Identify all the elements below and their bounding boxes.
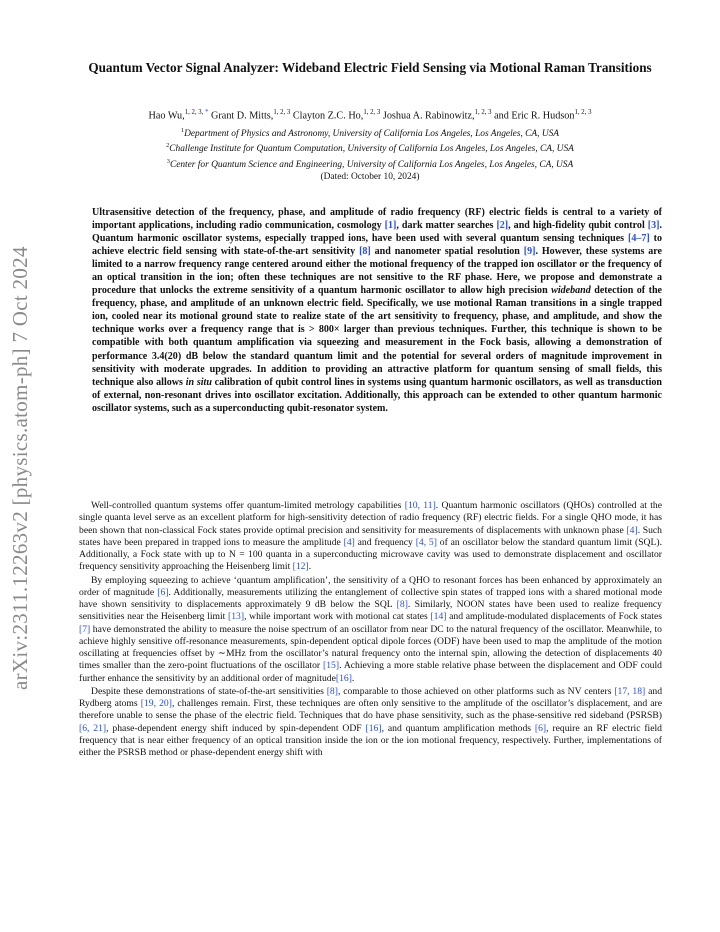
author-name: Joshua A. Rabinowitz,	[380, 110, 475, 122]
citation-link[interactable]: [3]	[647, 220, 660, 232]
affiliation-marker: 1, 2, 3	[474, 109, 492, 116]
citation-link[interactable]: [16]	[335, 672, 352, 684]
citation-link[interactable]: [12]	[292, 561, 309, 573]
citation-link[interactable]: [8]	[326, 685, 338, 697]
author-name: and Eric R. Hudson	[491, 110, 575, 122]
citation-link[interactable]: [1]	[384, 220, 397, 232]
abstract: Ultrasensitive detection of the frequency, phase, and amplitude of radio frequency (RF) electric fields is central to a variety of important applications, including radio communication, cosmology [1], dark matter searches [2], and high-fidelity qubit control [3]. Quantum harmonic oscillator systems, especially trapped ions, have been used with several quantum sensing techniques [4–7] to achieve electric field sensing with state-of-the-art sensitivity [8] and nanometer spatial resolution [9]. However, these systems are limited to a narrow frequency range centered around either the motional frequency of the trapped ion oscillator or the frequency of an optical transition in the ion; often these techniques are not sensitive to the RF phase. Here, we propose and demonstrate a procedure that unlocks the extreme sensitivity of a quantum harmonic oscillator to allow high precision wideband detection of the frequency, phase, and amplitude of an unknown electric field. Specifically, we use motional Raman transitions in a single trapped ion, cooled near its motional ground state to realize state of the art sensitivity to frequency, phase, and amplitude, and show the technique works over a frequency range that is > 800× larger than previous techniques. Further, this technique is shown to be compatible with both quantum amplification via squeezing and measurement in the Fock basis, allowing a demonstration of performance 3.4(20) dB below the standard quantum limit and the potential for several orders of magnitude improvement in sensitivity with moderate upgrades. In addition to providing an attractive platform for quantum sensing of small fields, this technique also allows in situ calibration of qubit control lines in systems using quantum harmonic oscillators, as well as transduction of external, non-resonant drives into oscillator excitation. Additionally, this approach can be extended to other quantum harmonic oscillator systems, such as a superconducting qubit-resonator system.	[92, 207, 663, 414]
citation-link[interactable]: [10, 11]	[404, 500, 436, 511]
citation-link[interactable]: [6]	[534, 722, 547, 734]
body-paragraph: By employing squeezing to achieve ‘quantum amplification’, the sensitivity of a QHO to resonant forces has been enhanced by approximately an order of magnitude [6]. Additionally, measurements utilizing the entanglement of collective spin states of trapped ions with a shared motional mode have shown sensitivity to displacements approximately 9 dB below the SQL [8]. Similarly, NOON states have been used to realize frequency sensitivities near the Heisenberg limit [13], while important work with motional cat states [14] and amplitude-modulated displacements of Fock states [7] have demonstrated the ability to measure the noise spectrum of an oscillator from near DC to the natural frequency of the oscillator. Meanwhile, to achieve highly sensitive off-resonance measurements, spin-dependent optical dipole forces (ODF) have been used to map the amplitude of the motion oscillating at frequencies offset by ∼MHz from the oscillator’s natural frequency onto the internal spin, allowing the detection of displacements 40 times smaller than the zero-point fluctuations of the oscillator [15]. Achieving a more stable relative phase between the displacement and ODF could further enhance the sensitivity by an additional order of magnitude[16].	[79, 574, 662, 684]
affiliation-marker: 1, 2, 3, *	[184, 109, 209, 116]
affiliation-list	[60, 125, 680, 183]
corresponding-author-link[interactable]: *	[205, 109, 209, 116]
citation-link[interactable]: [4, 5]	[415, 536, 437, 548]
arxiv-identifier-stamp[interactable]: arXiv:2311.12263v2 [physics.atom-ph] 7 Oct 2024	[8, 246, 32, 690]
citation-link[interactable]: [6, 21]	[79, 722, 107, 734]
citation-link[interactable]: [17, 18]	[614, 685, 646, 697]
affiliation-marker: 1, 2, 3	[574, 109, 592, 116]
citation-link[interactable]: [9]	[523, 246, 536, 258]
affiliation-line: $^1$Department of Physics and Astronomy, University of California Los Angeles, Los Angeles, CA, USA	[180, 127, 560, 140]
affiliation-line: $^3$Center for Quantum Science and Engineering, University of California Los Angeles, Los Angeles, CA, USA	[166, 157, 574, 170]
citation-link[interactable]: [7]	[79, 623, 91, 635]
emphasis-text: wideband	[551, 285, 591, 297]
citation-link[interactable]: [8]	[359, 246, 371, 258]
citation-link[interactable]: [19, 20]	[140, 698, 172, 709]
affiliation-marker: 1, 2, 3	[273, 109, 291, 116]
citation-link[interactable]: [16]	[365, 722, 382, 734]
citation-link[interactable]: [4–7]	[627, 233, 650, 245]
citation-link[interactable]: [4]	[626, 524, 638, 536]
citation-link[interactable]: [4]	[343, 536, 355, 548]
date-line: (Dated: October 10, 2024)	[320, 171, 420, 182]
author-name: Grant D. Mitts,	[208, 110, 274, 122]
author-name: Hao Wu,	[148, 110, 185, 122]
citation-link[interactable]: [6]	[157, 586, 169, 598]
citation-link[interactable]: [14]	[430, 611, 447, 623]
citation-link[interactable]: [2]	[496, 220, 509, 232]
citation-link[interactable]: [8]	[396, 599, 408, 610]
main-text	[79, 500, 662, 759]
author-name: Clayton Z.C. Ho,	[290, 110, 364, 122]
citation-link[interactable]: [15]	[323, 660, 340, 672]
citation-link[interactable]: [13]	[228, 611, 245, 623]
affiliation-marker: 1, 2, 3	[363, 109, 381, 116]
emphasis-text: in situ	[185, 376, 212, 388]
body-paragraph: Well-controlled quantum systems offer quantum-limited metrology capabilities [10, 11]. Quantum harmonic oscillators (QHOs) controlled at the single quanta level serve as an excellent platform for high-sensitivity detection of radio frequency (RF) electric fields. For a single QHO mode, it has been shown that non-classical Fock states provide optimal precision and sensitivity for measurements of displacements with unknown phase [4]. Such states have been prepared in trapped ions to measure the amplitude [4] and frequency [4, 5] of an oscillator below the standard quantum limit (SQL). Additionally, a Fock state with up to N = 100 quanta in a superconducting microwave cavity was used to demonstrate displacement and oscillator frequency sensitivity approaching the Heisenberg limit [12].	[79, 500, 663, 573]
paper-title: Quantum Vector Signal Analyzer: Wideband Electric Field Sensing via Motional Raman Transitions	[88, 60, 652, 75]
affiliation-line: $^2$Challenge Institute for Quantum Computation, University of California Los Angeles, Los Angeles, CA, USA	[166, 142, 574, 155]
author-list	[60, 106, 680, 122]
body-paragraph: Despite these demonstrations of state-of-the-art sensitivities [8], comparable to those achieved on other platforms such as NV centers [17, 18] and Rydberg atoms [19, 20], challenges remain. First, these techniques are often only sensitive to the amplitude of the oscillator’s displacement, and are therefore unable to sense the phase of the electric field. Techniques that do have phase sensitivity, such as the phase-sensitive red sideband (PSRSB) [6, 21], phase-dependent energy shift induced by spin-dependent ODF [16], and quantum amplification methods [6], require an RF electric field frequency that is near either frequency of an optical transition inside the ion or the ion motional frequency, respectively. Further, implementations of either the PSRSB method or phase-dependent energy shift with	[79, 685, 663, 758]
